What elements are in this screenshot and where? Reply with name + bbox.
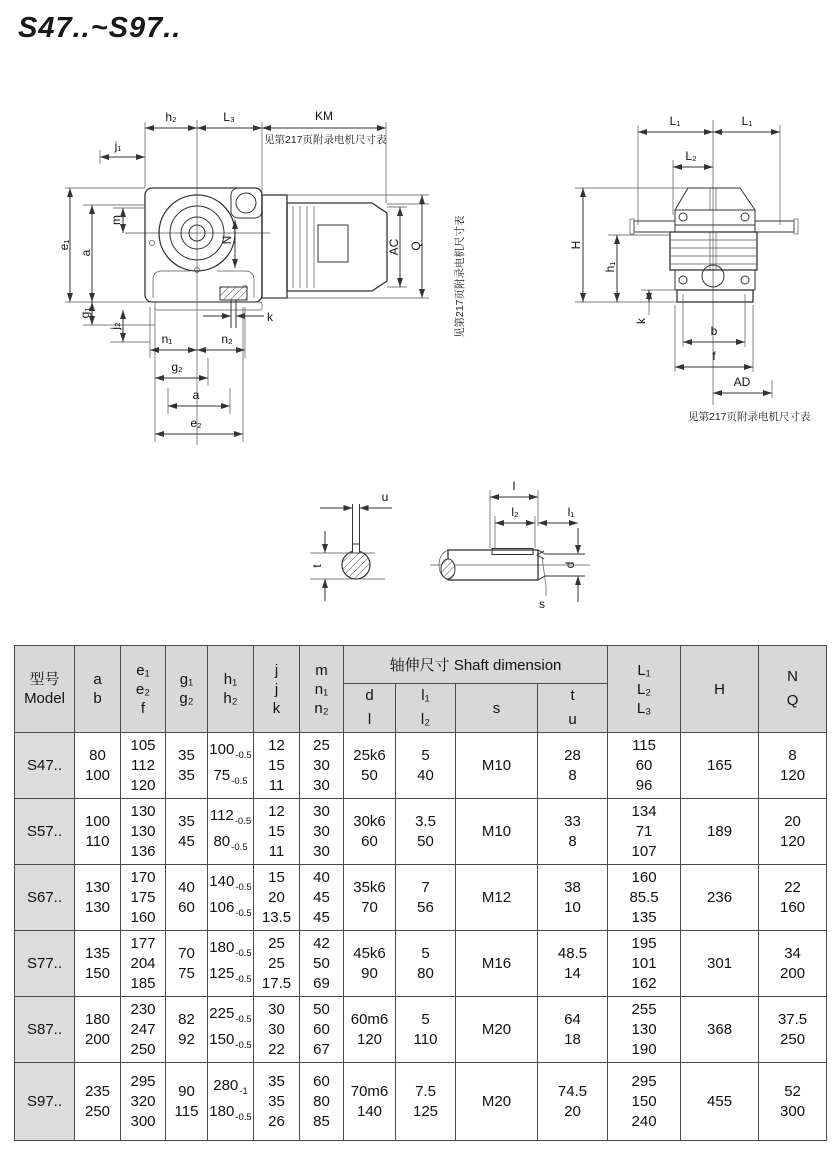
dim-label-KM: KM	[315, 109, 333, 123]
cell-l12: 5 40	[396, 733, 456, 799]
cell-l12: 5 80	[396, 931, 456, 997]
dim-label-L2: L₂	[685, 149, 697, 163]
cell-l12: 5 110	[396, 997, 456, 1063]
cell-g: 82 92	[166, 997, 208, 1063]
col-header-ab: a b	[75, 646, 121, 733]
cell-L: 134 71 107	[608, 799, 681, 865]
dim-label-a2: a	[192, 388, 200, 402]
cell-dl: 60m6 120	[344, 997, 396, 1063]
cell-ab: 80 100	[75, 733, 121, 799]
gearbox-motor-outline	[125, 120, 429, 445]
cell-m: 42 50 69	[300, 931, 344, 997]
table-row	[15, 931, 827, 997]
side-note: 见第217页附录电机尺寸表	[454, 215, 466, 338]
dim-label-front-k: k	[634, 318, 648, 324]
cell-s: M10	[456, 799, 538, 865]
cell-ab: 130 130	[75, 865, 121, 931]
cell-tu: 48.5 14	[538, 931, 608, 997]
dim-label-n2: n₂	[221, 332, 233, 346]
dim-label-m: m	[109, 215, 123, 225]
dim-label-e2: e₂	[190, 416, 202, 430]
table-row	[15, 799, 827, 865]
col-header-h: h₁ h₂	[208, 646, 254, 733]
cell-model: S47..	[15, 733, 75, 799]
cell-s: M20	[456, 997, 538, 1063]
cell-j: 35 35 26	[254, 1063, 300, 1141]
cell-j: 25 25 17.5	[254, 931, 300, 997]
dim-label-k: k	[267, 310, 273, 324]
col-header-m: m n₁ n₂	[300, 646, 344, 733]
cell-j: 30 30 22	[254, 997, 300, 1063]
dim-label-AD: AD	[733, 375, 751, 389]
cell-H: 455	[681, 1063, 759, 1141]
cell-dl: 35k6 70	[344, 865, 396, 931]
cell-H: 236	[681, 865, 759, 931]
cell-e: 105 112 120	[121, 733, 166, 799]
cell-NQ: 52 300	[759, 1063, 827, 1141]
cell-h: $280_{-1}$ $180_{-0.5}$	[208, 1063, 254, 1141]
cell-g: 70 75	[166, 931, 208, 997]
cell-e: 170 175 160	[121, 865, 166, 931]
cell-model: S77..	[15, 931, 75, 997]
dim-label-u: u	[381, 490, 389, 504]
side-view-drawing	[55, 100, 475, 470]
dim-label-N: N	[220, 235, 234, 245]
cell-g: 35 45	[166, 799, 208, 865]
page-title: S47..~S97..	[18, 12, 182, 44]
cell-g: 35 35	[166, 733, 208, 799]
cell-dl: 45k6 90	[344, 931, 396, 997]
cell-l12: 3.5 50	[396, 799, 456, 865]
dim-label-n1: n₁	[161, 332, 173, 346]
cell-s: M20	[456, 1063, 538, 1141]
cell-tu: 74.5 20	[538, 1063, 608, 1141]
table-row	[15, 1063, 827, 1141]
dim-label-l2: l₂	[511, 505, 519, 519]
col-header-shaft-group: 轴伸尺寸 Shaft dimension	[344, 646, 608, 684]
cell-g: 90 115	[166, 1063, 208, 1141]
dim-label-l: l	[512, 479, 516, 493]
dim-label-L1-left: L₁	[669, 114, 681, 128]
cell-L: 195 101 162	[608, 931, 681, 997]
dim-label-l1: l₁	[567, 505, 575, 519]
col-header-j: j j k	[254, 646, 300, 733]
cell-h: $180_{-0.5}$ $125_{-0.5}$	[208, 931, 254, 997]
cell-L: 160 85.5 135	[608, 865, 681, 931]
cell-ab: 180 200	[75, 997, 121, 1063]
cell-tu: 33 8	[538, 799, 608, 865]
cell-e: 230 247 250	[121, 997, 166, 1063]
col-header-NQ: N Q	[759, 646, 827, 733]
dim-label-g1: g₁	[78, 307, 92, 319]
col-header-e: e₁ e₂ f	[121, 646, 166, 733]
cell-s: M12	[456, 865, 538, 931]
dim-label-e1: e₁	[57, 239, 71, 251]
cell-m: 30 30 30	[300, 799, 344, 865]
front-view-drawing	[555, 95, 840, 435]
dim-label-b: b	[710, 324, 718, 338]
table-row	[15, 865, 827, 931]
dim-label-h2: h₂	[165, 110, 177, 124]
dim-label-d: d	[563, 561, 577, 569]
col-header-model: 型号 Model	[15, 646, 75, 733]
table-row	[15, 733, 827, 799]
cell-model: S57..	[15, 799, 75, 865]
dim-label-Q: Q	[409, 241, 423, 251]
dim-label-L1-right: L₁	[741, 114, 753, 128]
dim-label-L3: L₃	[223, 110, 235, 124]
cell-dl: 70m6 140	[344, 1063, 396, 1141]
dimension-table	[14, 645, 827, 1141]
cell-H: 189	[681, 799, 759, 865]
col-header-dl: d l	[344, 684, 396, 733]
cell-tu: 38 10	[538, 865, 608, 931]
cell-l12: 7.5 125	[396, 1063, 456, 1141]
cell-L: 115 60 96	[608, 733, 681, 799]
cell-NQ: 22 160	[759, 865, 827, 931]
cell-tu: 64 18	[538, 997, 608, 1063]
cell-NQ: 34 200	[759, 931, 827, 997]
dim-label-h1: h₁	[603, 261, 617, 273]
dim-label-j2: j₂	[108, 322, 122, 330]
shaft-dims	[490, 479, 578, 611]
cell-h: $100_{-0.5}$ $75_{-0.5}$	[208, 733, 254, 799]
table-row	[15, 997, 827, 1063]
cell-e: 295 320 300	[121, 1063, 166, 1141]
cell-NQ: 8 120	[759, 733, 827, 799]
cell-H: 368	[681, 997, 759, 1063]
dim-label-g2: g₂	[171, 360, 183, 374]
cell-model: S67..	[15, 865, 75, 931]
cell-NQ: 37.5 250	[759, 997, 827, 1063]
cell-ab: 100 110	[75, 799, 121, 865]
cell-ab: 135 150	[75, 931, 121, 997]
cell-m: 25 30 30	[300, 733, 344, 799]
cell-h: $140_{-0.5}$ $106_{-0.5}$	[208, 865, 254, 931]
front-dimensions	[569, 114, 811, 423]
cell-H: 165	[681, 733, 759, 799]
cell-m: 40 45 45	[300, 865, 344, 931]
cell-s: M10	[456, 733, 538, 799]
cell-m: 50 60 67	[300, 997, 344, 1063]
cell-e: 177 204 185	[121, 931, 166, 997]
dim-label-a: a	[79, 249, 93, 257]
col-header-l12: l₁ l₂	[396, 684, 456, 733]
cell-m: 60 80 85	[300, 1063, 344, 1141]
cell-dl: 30k6 60	[344, 799, 396, 865]
key-section-drawing	[295, 468, 415, 623]
front-motor-note: 见第217页附录电机尺寸表	[688, 411, 811, 423]
dim-label-t: t	[310, 564, 324, 568]
cell-model: S87..	[15, 997, 75, 1063]
col-header-L: L₁ L₂ L₃	[608, 646, 681, 733]
col-header-s: s	[456, 684, 538, 733]
dim-label-H: H	[569, 240, 583, 250]
cell-NQ: 20 120	[759, 799, 827, 865]
cell-L: 295 150 240	[608, 1063, 681, 1141]
cell-model: S97..	[15, 1063, 75, 1141]
table-body	[15, 733, 827, 1141]
cell-j: 15 20 13.5	[254, 865, 300, 931]
cell-h: $225_{-0.5}$ $150_{-0.5}$	[208, 997, 254, 1063]
col-header-H: H	[681, 646, 759, 733]
cell-tu: 28 8	[538, 733, 608, 799]
cell-H: 301	[681, 931, 759, 997]
cell-l12: 7 56	[396, 865, 456, 931]
key-section-dims	[310, 490, 392, 601]
motor-note: 见第217页附录电机尺寸表	[264, 134, 387, 146]
dim-label-s: s	[539, 597, 545, 611]
cell-e: 130 130 136	[121, 799, 166, 865]
cell-L: 255 130 190	[608, 997, 681, 1063]
cell-h: $112_{-0.5}$ $80_{-0.5}$	[208, 799, 254, 865]
cell-j: 12 15 11	[254, 799, 300, 865]
table-header	[15, 646, 827, 733]
cell-dl: 25k6 50	[344, 733, 396, 799]
shaft-detail-drawing	[425, 468, 620, 628]
cell-s: M16	[456, 931, 538, 997]
dim-label-AC: AC	[387, 238, 401, 256]
cell-g: 40 60	[166, 865, 208, 931]
col-header-g: g₁ g₂	[166, 646, 208, 733]
col-header-tu: t u	[538, 684, 608, 733]
cell-ab: 235 250	[75, 1063, 121, 1141]
cell-j: 12 15 11	[254, 733, 300, 799]
dim-label-f: f	[712, 349, 716, 363]
dim-label-j1: j₁	[114, 139, 122, 153]
